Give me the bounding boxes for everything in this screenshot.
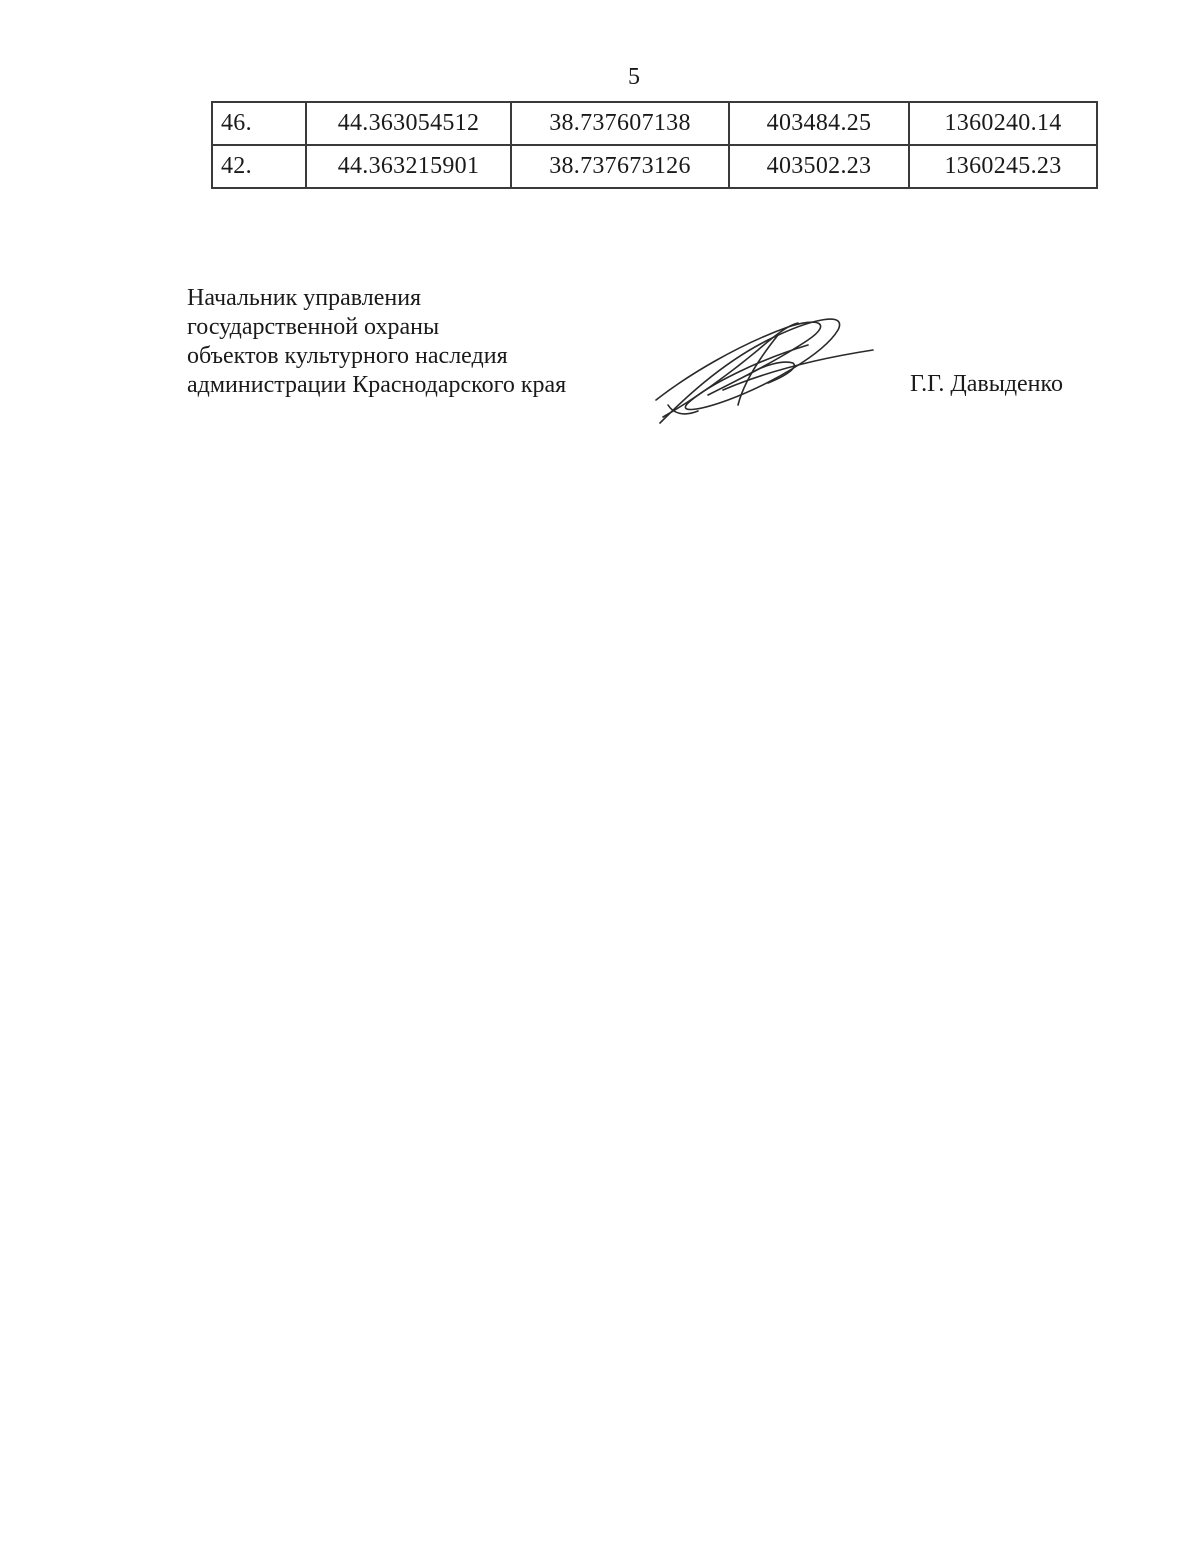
- x-coordinate-cell: 403484.25: [729, 102, 909, 145]
- table-row: [212, 145, 1097, 188]
- position-line: объектов культурного наследия: [187, 343, 508, 369]
- y-coordinate-cell: 1360245.23: [909, 145, 1097, 188]
- longitude-cell: 38.737607138: [511, 102, 729, 145]
- signer-position: [187, 284, 566, 400]
- page-number: 5: [628, 64, 640, 90]
- latitude-cell: 44.363215901: [306, 145, 511, 188]
- point-number: 42.: [212, 145, 306, 188]
- x-coordinate-cell: 403502.23: [729, 145, 909, 188]
- position-line: администрации Краснодарского края: [187, 372, 567, 398]
- point-number: 46.: [212, 102, 306, 145]
- table-row: [212, 102, 1097, 145]
- longitude-cell: 38.737673126: [511, 145, 729, 188]
- signer-name: Г.Г. Давыденко: [910, 371, 1063, 397]
- position-line: Начальник управления: [187, 285, 422, 311]
- latitude-cell: 44.363054512: [306, 102, 511, 145]
- coordinates-table: [211, 101, 1098, 189]
- handwritten-signature-icon: [648, 305, 878, 430]
- position-line: государственной охраны: [187, 314, 440, 340]
- y-coordinate-cell: 1360240.14: [909, 102, 1097, 145]
